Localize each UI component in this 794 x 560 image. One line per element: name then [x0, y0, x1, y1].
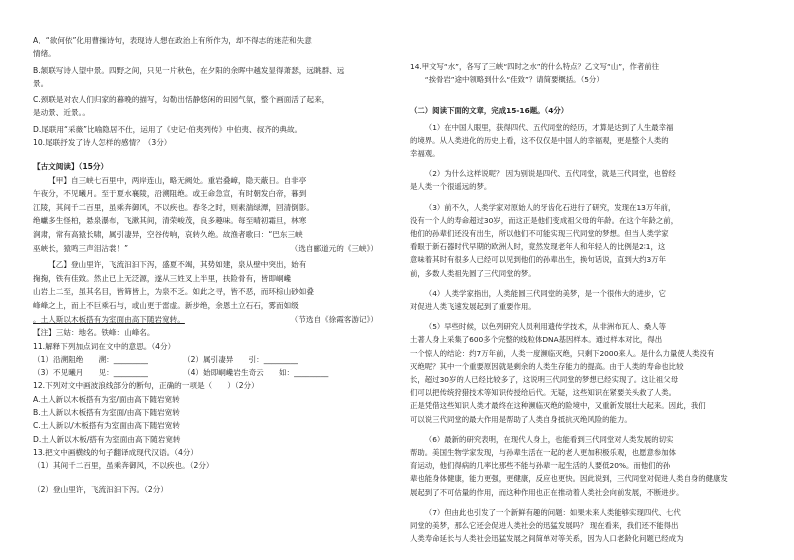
article-line: （1）在中国人眼里，获得四代、五代同堂的经历，才算是达到了人生最幸福: [424, 122, 674, 132]
option-c-line1: C.颈联是对农人们归家的暮晚的描写，勾勒出恬静悠闲的田园气氛，整个画面活了起来，: [33, 95, 330, 105]
passage-jia-line: 涧肃，常有高猿长啸，属引凄异，空谷传响，哀转久绝。故渔者歌曰：“巴东三峡: [33, 230, 303, 240]
article-paragraph-6: [410, 433, 766, 499]
passage-yi-source: （节选自《徐霞客游记》）: [290, 314, 378, 324]
article-paragraph-5: [410, 320, 766, 426]
article-line: 他们的孙辈们还没有出生，所以他们不可能实现三代同堂的梦想。但当人类学家: [410, 229, 669, 239]
passage-jia-last: 巫峡长，猿鸣三声泪沾裳！”: [33, 243, 129, 253]
passage-jia-line: [33, 242, 378, 256]
option-a-line2: 情绪。: [33, 49, 56, 59]
question-11-row1: [33, 353, 378, 366]
q12-option-a: A.土人新以木板搭有为室/面由高下随岩宽转: [33, 394, 180, 404]
option-d: D.尾联用“采薇”比喻隐居不仕，运用了《史记·伯夷列传》中伯夷、叔齐的典故。: [33, 124, 303, 134]
q12-option-c: C.土人新以/木板搭有为室面由高下随岩宽转: [33, 421, 180, 431]
passage-jia-line: 绝巘多生怪柏，悬泉瀑布，飞漱其间，清荣峻茂，良多趣味。每至晴初霜旦，林寒: [33, 216, 307, 226]
question-14-line1: 14.甲文写“水”，各写了三峡“四时之水”的什么特点？乙文写“山”，作者前往: [410, 62, 660, 71]
article-paragraph-3: [410, 201, 766, 280]
annotation-note: 【注】三姑：地名。铁峰：山峰名。: [33, 328, 155, 338]
q12-option-d: D.土人新以木板/搭有为室面由高下随岩宽转: [33, 434, 181, 444]
article-line: 幸福观。: [410, 149, 440, 159]
article-paragraph-2: [410, 167, 766, 193]
article-line: 没有一个人的寿命超过30岁，而这正是他们变成祖父母的年龄。在这个年龄之前，: [410, 215, 679, 225]
passage-yi-line: 【乙】登山里许，飞流汩汩下泻，盛夏不竭，其势如建，泉从壁中突出，始有: [48, 260, 307, 270]
passage-yi: [33, 258, 378, 326]
article-line: 育运动，他们得病的几率比那些不能与孙辈一起生活的人要低20%。而他们的孙: [410, 461, 671, 471]
article-line: 可以说三代同堂的最大作用是帮助了人类自身抵抗灭绝风险的能力。: [410, 414, 632, 424]
passage-jia: [33, 174, 378, 256]
q11-item4: （4）始即峒巉岩生奇云 如：_________: [183, 368, 329, 378]
article-line: （3）前不久，人类学家对原始人的牙齿化石进行了研究，发现在13万年前，: [424, 202, 676, 212]
right-column: [410, 34, 766, 546]
passage-jia-source: （选自郦道元的《三峡》）: [290, 243, 378, 253]
q13-item2: （2）登山里许，飞流汩汩下泻。（2分）: [33, 485, 168, 495]
article-line: 长，超过30岁的人已经比较多了，这说明三代同堂的梦想已经实现了。这让祖父母: [410, 375, 679, 385]
q11-item1: （1）沿溯阻绝 溯：_________: [33, 354, 148, 364]
article-line: 前，多数人类祖先圆了三代同堂的梦。: [410, 268, 536, 278]
passage-jia-line: 午夜分，不见曦月。至于夏水襄陵，沿溯阻绝。或王命急宣，有时朝发白帝，暮到: [33, 189, 307, 199]
article-line: （4）人类学家指出，人类能圆三代同堂的美梦，是一个很伟大的进步，它: [424, 288, 667, 298]
section-title-classical: 【古文阅读】（15分）: [33, 162, 109, 172]
article-line: 同堂的美梦，那么它还会促进人类社会的迅猛发展吗？ 现在看来，我们还不能得出: [410, 521, 679, 531]
option-b-line2: 景。: [33, 78, 49, 88]
q13-item1: （1）其间千二百里，虽乘奔御风，不以疾也。（2分）: [33, 461, 214, 471]
article-line: 正是凭借这些知识人类才最终在这种濒临灭绝的险境中，又重新发展壮大起来。因此，我们: [410, 401, 706, 411]
article-line: 意味着其时有很多人已经可以见到他们的孙辈出生，换句话说，直到大约3万年: [410, 255, 666, 265]
article-line: （7）但由此也引发了一个新鲜有趣的问题：如果未来人类能够实现四代、七代: [424, 507, 681, 517]
passage-yi-wavy-sentence: 。土人斯以木板搭有为室面由高下随岩宽转。: [33, 314, 185, 324]
passage-yi-line: [33, 313, 378, 327]
question-13: 13.把文中画横线的句子翻译成现代汉语。（4分）: [33, 447, 198, 457]
question-11-row2: [33, 366, 378, 379]
passage-yi-line: 山岩上二至，虽其名目，皆筛皆上，为泉不乏。如此之寻，皆不恶，而环棕山砂如叠: [33, 287, 314, 297]
article-line: 一个惊人的结论：约7万年前，人类一度濒临灭绝，只剩下2000来人。是什么力量使人类没有: [410, 348, 715, 358]
article-line: 的境界。从人类进化的历史上看，这不仅仅是中国人的幸福观，更是整个人类的: [410, 135, 669, 145]
passage-yi-line: 峰峰之上，而上不巨乘石与，或山更于雷虚。新步绝，余恩土立石石，雾而如级: [33, 301, 299, 311]
article-line: 人类寿命延长与人类社会迅猛发展之间简单对等关系，因为人口老龄化问题已经成为: [410, 534, 684, 544]
passage-jia-line: 江陵，其间千二百里，虽乘奔御风，不以疾也。春冬之时，则素湍绿潭，回清倒影。: [33, 202, 314, 212]
option-a-line1: A．“欲何依”化用曹操诗句，表现诗人想在政治上有所作为，却不得志的迷茫和失意: [33, 36, 312, 45]
question-14-line2: “挨骨岩”途中领略到什么“佳致”？请简要概括。（5分）: [424, 75, 604, 85]
option-b-line1: B.颔联写诗人望中景。四野之间，只见一片秋色，在夕阳的余晖中越发显得萧瑟，远眺群、远: [33, 65, 345, 75]
question-11: 11.解释下列加点词在文中的意思。（4分）: [33, 341, 176, 351]
article-line: 看眼于新石器时代早期的欧洲人时，竟然发现老年人和年轻人的比例是2∶1，这: [410, 242, 666, 252]
article-paragraph-4: [410, 287, 766, 313]
article-line: 展起到了不可估量的作用，而这种作用也正在推动着人类社会向前发展，不断进步。: [410, 487, 684, 497]
q12-option-b: B.土人新以木板搭有为室面/由高下随岩宽转: [33, 407, 180, 417]
article-line: （2）为什么这样说呢？ 因为别说是四代、五代同堂，就是三代同堂，也曾经: [424, 169, 676, 179]
article-paragraph-1: [410, 121, 766, 161]
q11-item2: （2）属引凄异 引：_________: [183, 354, 298, 364]
article-paragraph-7: [410, 506, 766, 546]
article-line: （5）早些时候，以色列研究人员利用遗传学技术，从非洲布瓦人、桑人等: [424, 322, 667, 332]
question-10: 10.尾联抒发了诗人怎样的感情？（3分）: [33, 138, 172, 148]
article-line: 对促进人类飞速发展起到了重要作用。: [410, 302, 536, 312]
article-line: 们可以把传统狩猎技术等知识传授给后代。无疑，这些知识在紧要关头救了人类。: [410, 388, 677, 398]
article-line: 帮助。美国生物学家发现，与孙辈生活在一起的老人更加积极乐观，也愿意参加体: [410, 448, 677, 458]
passage-jia-line: 【甲】自三峡七百里中，两岸连山，略无阙处。重岩叠嶂，隐天蔽日。自非亭: [48, 175, 307, 185]
left-column: [33, 34, 378, 497]
option-c-line2: 是动景、近景。。: [33, 108, 90, 118]
article-line: 灭绝呢？其中一个重要原因就是剩余的人类生存能力的提高。由于人类的寿命也比较: [410, 361, 684, 371]
article-line: 辈也能身体健康，能力更强，更健康，反应也更快。因此说到，三代同堂对促进人类自身的健康发: [410, 474, 728, 484]
passage-yi-line: 掬掬，铁有佳致。然止已上无泛源，遂从三姓叉上半里，扶险骨有，皆即峒巉: [33, 273, 292, 283]
question-12: 12.下列对文中画波浪线部分的断句，正确的一项是（ ）（2分）: [33, 381, 259, 391]
section-title-modern: （二）阅读下面的文章，完成15-16题。（4分）: [410, 106, 569, 116]
article-line: （6）最新的研究表明，在现代人身上，也能看到三代同堂对人类发展的切实: [424, 434, 674, 444]
q11-item3: （3）不见曦月 见：_________: [33, 368, 148, 378]
article-line: 是人类一个很遥远的梦。: [410, 182, 492, 192]
article-line: 土著人身上采集了600多个完整的线粒体DNA基因样本。通过样本对比，得出: [410, 335, 663, 345]
